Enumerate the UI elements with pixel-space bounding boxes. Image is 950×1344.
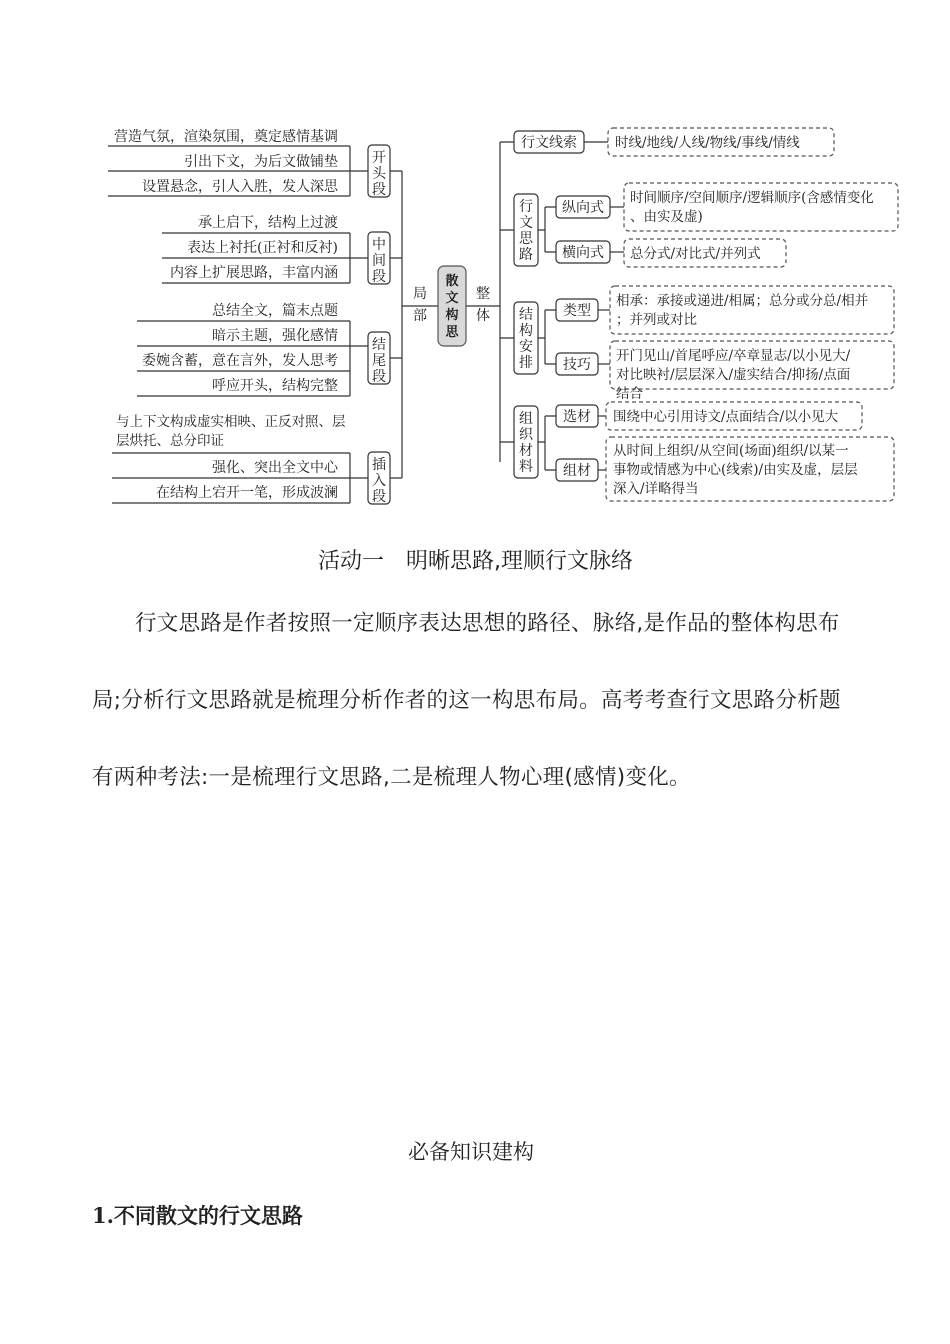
left-item: 总结全文，篇末点题 [212,303,338,319]
activity-label: 活动一 [318,549,385,574]
child-label-horizontal: 横向式 [562,245,604,261]
content-vertical: 时间顺序/空间顺序/逻辑顺序(含感情变化、由实及虚) [630,190,874,225]
content-technique: 开门见山/首尾呼应/卒章显志/以小见大/对比映衬/层层深入/虚实结合/抑扬/点面结合 [616,348,851,402]
left-item: 设置悬念，引人入胜，发人深思 [142,179,338,195]
paragraph-line-3: 有两种考法:一是梳理行文思路,二是梳理人物心理(感情)变化。 [92,765,691,790]
left-item: 内容上扩展思路，丰富内涵 [170,265,338,281]
paragraph-line-1: 行文思路是作者按照一定顺序表达思想的路径、脉络,是作品的整体构思布 [135,611,840,636]
content-clue: 时线/地线/人线/物线/事线/情线 [615,135,800,151]
content-select: 围绕中心引用诗文/点面结合/以小见大 [613,409,839,425]
left-item: 在结构上宕开一笔，形成波澜 [156,485,338,501]
left-item: 暗示主题，强化感情 [212,328,338,344]
right-label-material: 组织材料 [519,411,533,475]
structure-mind-map [0,0,950,520]
subsection-title: 1.不同散文的行文思路 [92,1203,303,1228]
group-label-ending: 结尾段 [372,337,386,385]
left-item: 强化、突出全文中心 [212,460,338,476]
child-label-type: 类型 [563,303,591,319]
child-label-vertical: 纵向式 [562,200,604,216]
paragraph-line-2: 局;分析行文思路就是梳理分析作者的这一构思布局。高考考查行文思路分析题 [92,688,841,713]
left-item: 营造气氛，渲染氛围，奠定感情基调 [114,129,338,145]
child-label-technique: 技巧 [563,357,591,373]
right-label-structure: 结构安排 [519,307,533,371]
center-node-label: 散文构思 [445,274,459,340]
activity-heading [318,544,633,575]
right-trunk-label: 整体 [476,286,490,324]
left-item: 承上启下，结构上过渡 [198,215,338,231]
activity-title: 明晰思路,理顺行文脉络 [406,549,634,574]
right-label-clue: 行文线索 [521,135,577,151]
left-trunk-label: 局部 [413,286,427,324]
left-item-multiline: 与上下文构成虚实相映、正反对照、层层烘托、总分印证 [116,414,346,449]
child-label-select: 选材 [563,409,591,425]
group-label-middle: 中间段 [372,237,386,285]
left-item: 委婉含蓄，意在言外，发人思考 [142,353,338,369]
child-label-organize: 组材 [563,463,591,479]
group-label-insert: 插入段 [372,457,386,505]
content-organize: 从时间上组织/从空间(场面)组织/以某一事物或情感为中心(线索)/由实及虚，层层深入/详略得当 [613,443,858,497]
content-type: 相承：承接或递进/相属；总分或分总/相并；并列或对比 [616,293,869,328]
left-item: 引出下文，为后文做铺垫 [184,154,338,170]
right-label-thinking: 行文思路 [519,199,533,263]
section-title: 必备知识建构 [408,1140,534,1164]
left-item: 呼应开头，结构完整 [212,378,338,394]
group-label-opening: 开头段 [372,150,386,198]
left-item: 表达上衬托(正衬和反衬) [187,240,338,256]
content-horizontal: 总分式/对比式/并列式 [630,246,761,262]
